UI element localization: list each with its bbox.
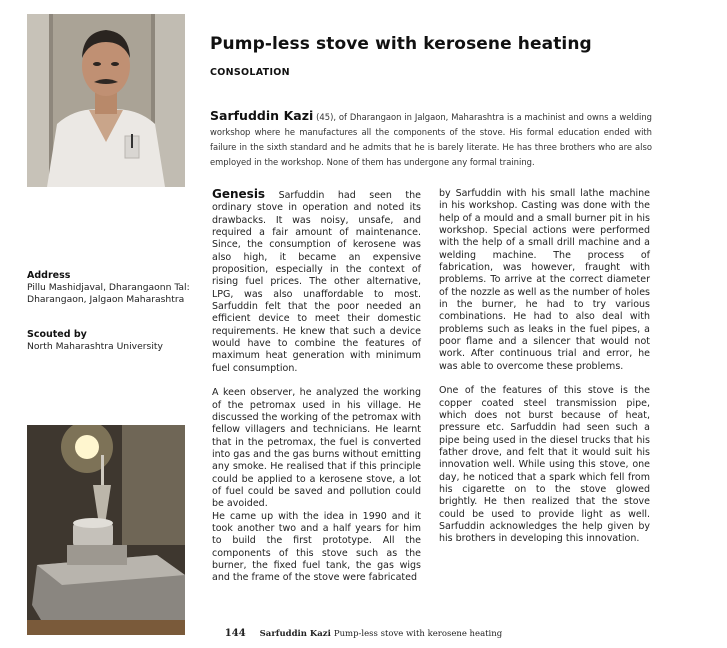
page-number: 144 <box>224 628 246 639</box>
body-column-1 <box>212 188 421 585</box>
genesis-paragraph <box>212 188 421 375</box>
innovator-name: Sarfuddin Kazi <box>210 108 314 123</box>
body-paragraph-2: A keen observer, he analyzed the working of the petromax used in his village. He discussed the working of the petromax with fellow villagers and technicians. He learnt that in the petromax, the fuel is converted into gas and the gas burns without emitting any smoke. He realised that if this principle could be applied to a kerosene stove, a lot of fuel could be saved and pollution could be avoided. <box>212 387 421 510</box>
body-column-2 <box>439 188 650 546</box>
body-paragraph-4: by Sarfuddin with his small lathe machine in his workshop. Casting was done with the help of a mould and a small burner pit in his workshop. Special actions were performed with the help of a small drill machine and a welding machine. The process of fabrication, was however, fraught with problems. To arrive at the correct diameter of the nozzle as well as the number of holes in the burner, he had to try various combinations. He had to also deal with problems such as leaks in the fuel pipes, a poor flame and a silencer that would not work. After continuous trial and error, he was able to overcome these problems. <box>439 188 650 372</box>
body-paragraph-5: One of the features of this stove is the copper coated steel transmission pipe, which does not burst because of heat, pressure etc. Sarfuddin had seen such a pipe being used in the diesel trucks that his father drove, and felt that it would suit his innovation well. While using this stove, one day, he noticed that a spark which fell from his cigarette on to the stove glowed brightly. He then realized that the stove could be used to provide light as well. Sarfuddin acknowledges the help given by his brothers in developing this innovation. <box>439 385 650 545</box>
genesis-text: Sarfuddin had seen the ordinary stove in operation and noted its drawbacks. It was noisy, unsafe, and required a fair amount of maintenance. Since, the consumption of kerosene was also high, it became an expensive proposition, especially in the context of rising fuel prices. The other alternative, LPG, was also unaffordable to most. Sarfuddin felt that the poor needed an efficient device to meet their domestic requirements. He knew that such a device would have to combine the features of maximum heat generation with minimum fuel consumption. <box>212 190 421 374</box>
address-label: Address <box>27 270 71 281</box>
intro-text: (45), of Dharangaon in Jalgaon, Maharashtra is a machinist and owns a welding workshop where he manufactures all the components of the stove. His formal education ended with failure in the sixth standard and he admits that he is barely literate. He has three brothers who are also employed in the workshop. None of them has undergone any formal training. <box>210 112 652 167</box>
body-paragraph-3: He came up with the idea in 1990 and it took another two and a half years for him to build the first prototype. All the components of this stove such as the burner, the fixed fuel tank, the gas wigs and the frame of the stove were fabricated <box>212 510 421 584</box>
portrait-image <box>27 14 185 187</box>
footer-title: Pump-less stove with kerosene heating <box>333 629 503 639</box>
page-footer <box>0 628 727 639</box>
award-category: CONSOLATION <box>210 67 290 78</box>
portrait-photo <box>27 14 185 187</box>
footer-name: Sarfuddin Kazi <box>259 629 331 639</box>
page-title: Pump-less stove with kerosene heating <box>210 34 592 54</box>
scouted-by-text: North Maharashtra University <box>27 341 163 352</box>
address-text: Pillu Mashidjaval, Dharangaonn Tal: Dharangaon, Jalgaon Maharashtra <box>27 282 190 305</box>
stove-image <box>27 425 185 635</box>
genesis-heading: Genesis <box>212 187 266 201</box>
intro-paragraph <box>210 108 652 170</box>
stove-photo <box>27 425 185 635</box>
scouted-by-label: Scouted by <box>27 329 87 340</box>
